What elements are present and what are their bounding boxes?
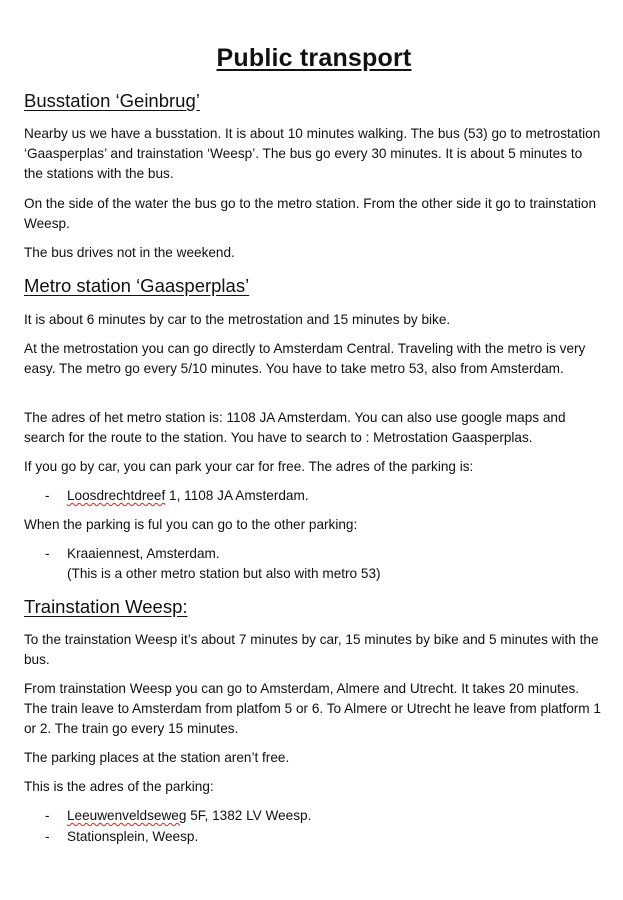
list-item xyxy=(45,486,309,506)
train-parking-address-2: Stationsplein, Weesp. xyxy=(67,829,199,844)
train-paragraph-2: From trainstation Weesp you can go to Amsterdam, Almere and Utrecht. It takes 20 minutes. The train leave to Amsterdam from platfom 5 or 6. To Almere or Utrecht he leave from platform 1 or 2. The train go every 15 minutes. xyxy=(24,681,601,736)
parking-address-rest: 1, 1108 JA Amsterdam. xyxy=(165,488,309,503)
metro-paragraph-2: At the metrostation you can go directly to Amsterdam Central. Traveling with the metro is very easy. The metro go every 5/10 minutes. You have to take metro 53, also from Amsterdam. xyxy=(24,341,586,376)
parking-street: Loosdrechtdreef xyxy=(67,488,166,503)
bullet-dash: - xyxy=(45,808,50,823)
list-item xyxy=(45,827,198,847)
metro-paragraph-5: When the parking is ful you can go to the other parking: xyxy=(24,517,358,532)
train-parking-street: Leeuwenveldseweg xyxy=(67,808,187,823)
train-paragraph-1: To the trainstation Weesp it’s about 7 minutes by car, 15 minutes by bike and 5 minutes with the bus. xyxy=(24,632,599,667)
metro-paragraph-4: If you go by car, you can park your car for free. The adres of the parking is: xyxy=(24,459,474,474)
train-parking-address-rest: 5F, 1382 LV Weesp. xyxy=(186,808,312,823)
heading-metro-station: Metro station ‘Gaasperplas’ xyxy=(24,275,250,296)
bullet-dash: - xyxy=(45,546,50,561)
bullet-dash: - xyxy=(45,829,50,844)
bus-paragraph-1: Nearby us we have a busstation. It is about 10 minutes walking. The bus (53) go to metrostation ‘Gaasperplas’ and trainstation ‘Weesp’. The bus go every 30 minutes. It is about 5 minutes to the stations with the bus. xyxy=(24,126,601,181)
heading-trainstation: Trainstation Weesp: xyxy=(24,596,188,617)
page-title: Public transport xyxy=(216,44,412,72)
heading-busstation: Busstation ‘Geinbrug’ xyxy=(24,90,200,111)
train-paragraph-4: This is the adres of the parking: xyxy=(24,779,214,794)
bus-paragraph-3: The bus drives not in the weekend. xyxy=(24,245,235,260)
list-item xyxy=(45,806,311,826)
bullet-dash: - xyxy=(45,488,50,503)
bus-paragraph-2: On the side of the water the bus go to the metro station. From the other side it go to trainstation Weesp. xyxy=(24,196,597,231)
metro-paragraph-3: The adres of het metro station is: 1108 JA Amsterdam. You can also use google maps and search for the route to the station. You have to search to : Metrostation Gaasperplas. xyxy=(24,410,566,445)
list-item xyxy=(45,544,381,584)
alt-parking-line-2: (This is a other metro station but also with metro 53) xyxy=(67,566,381,581)
train-paragraph-3: The parking places at the station aren’t free. xyxy=(24,750,290,765)
metro-paragraph-1: It is about 6 minutes by car to the metrostation and 15 minutes by bike. xyxy=(24,312,451,327)
alt-parking-line-1: Kraaiennest, Amsterdam. xyxy=(67,546,220,561)
